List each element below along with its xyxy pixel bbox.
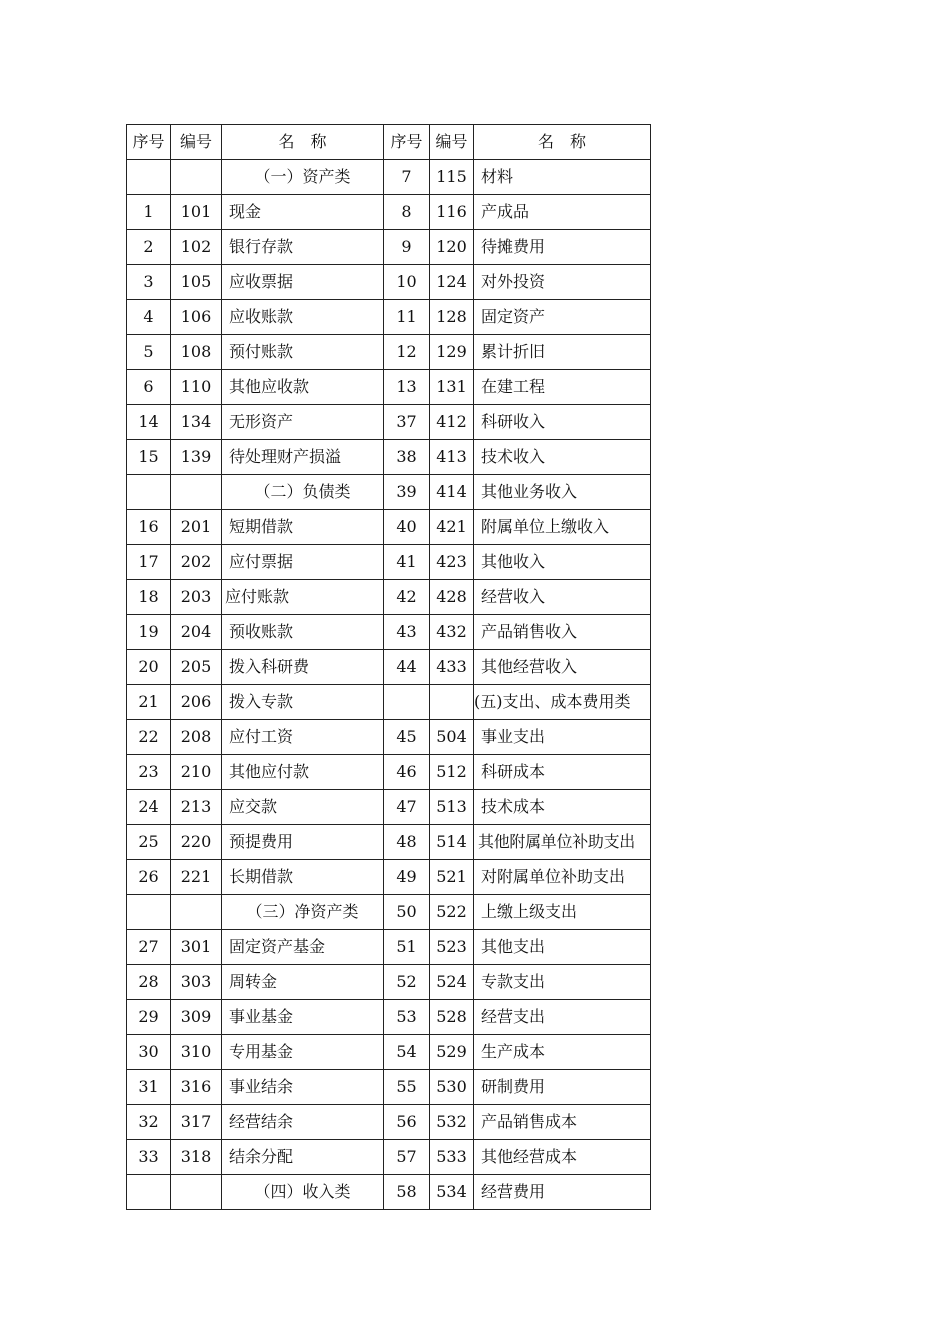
name-left-cell: 应付账款 <box>222 580 384 615</box>
category-left-cell: （二）负债类 <box>222 475 384 510</box>
name-right-cell: 经营收入 <box>474 580 651 615</box>
table-row <box>127 1140 651 1175</box>
chart-of-accounts-table <box>126 124 651 1210</box>
seq-right-cell: 37 <box>384 405 430 440</box>
code-left-cell: 108 <box>171 335 222 370</box>
code-right-cell: 432 <box>430 615 474 650</box>
table-row <box>127 230 651 265</box>
seq-right-cell: 11 <box>384 300 430 335</box>
name-right-cell: 产品销售收入 <box>474 615 651 650</box>
name-left-cell: 预收账款 <box>222 615 384 650</box>
name-right-cell: 其他经营收入 <box>474 650 651 685</box>
code-left-cell: 220 <box>171 825 222 860</box>
seq-right-cell: 10 <box>384 265 430 300</box>
seq-left-cell: 17 <box>127 545 171 580</box>
name-right-cell: 在建工程 <box>474 370 651 405</box>
header-code-right: 编号 <box>430 125 474 160</box>
table-row <box>127 720 651 755</box>
code-right-cell: 428 <box>430 580 474 615</box>
name-left-cell: 专用基金 <box>222 1035 384 1070</box>
seq-left-cell: 31 <box>127 1070 171 1105</box>
name-right-cell: 其他经营成本 <box>474 1140 651 1175</box>
name-right-cell: 待摊费用 <box>474 230 651 265</box>
seq-right-cell: 50 <box>384 895 430 930</box>
seq-left-cell: 25 <box>127 825 171 860</box>
seq-left-cell: 26 <box>127 860 171 895</box>
name-left-cell: 待处理财产损溢 <box>222 440 384 475</box>
seq-left-cell <box>127 160 171 195</box>
name-left-cell: 经营结余 <box>222 1105 384 1140</box>
table-row <box>127 1035 651 1070</box>
name-right-cell: 专款支出 <box>474 965 651 1000</box>
seq-left-cell: 24 <box>127 790 171 825</box>
seq-right-cell: 45 <box>384 720 430 755</box>
code-right-cell: 414 <box>430 475 474 510</box>
name-right-cell: 事业支出 <box>474 720 651 755</box>
name-left-cell: 周转金 <box>222 965 384 1000</box>
name-left-cell: 固定资产基金 <box>222 930 384 965</box>
table-row <box>127 510 651 545</box>
category-left-cell: （一）资产类 <box>222 160 384 195</box>
code-right-cell: 116 <box>430 195 474 230</box>
table-row <box>127 580 651 615</box>
name-right-cell: 对外投资 <box>474 265 651 300</box>
code-left-cell: 317 <box>171 1105 222 1140</box>
code-right-cell: 131 <box>430 370 474 405</box>
header-row <box>127 125 651 160</box>
code-right-cell: 533 <box>430 1140 474 1175</box>
seq-left-cell: 30 <box>127 1035 171 1070</box>
table-row <box>127 1105 651 1140</box>
code-left-cell: 134 <box>171 405 222 440</box>
seq-right-cell: 51 <box>384 930 430 965</box>
table-body <box>127 160 651 1210</box>
seq-right-cell: 41 <box>384 545 430 580</box>
code-left-cell: 102 <box>171 230 222 265</box>
seq-right-cell: 38 <box>384 440 430 475</box>
code-right-cell: 120 <box>430 230 474 265</box>
name-right-cell: 产成品 <box>474 195 651 230</box>
seq-left-cell: 2 <box>127 230 171 265</box>
seq-left-cell: 23 <box>127 755 171 790</box>
seq-right-cell: 53 <box>384 1000 430 1035</box>
seq-left-cell: 6 <box>127 370 171 405</box>
seq-left-cell: 20 <box>127 650 171 685</box>
code-left-cell <box>171 475 222 510</box>
table-row <box>127 965 651 1000</box>
name-left-cell: 银行存款 <box>222 230 384 265</box>
code-left-cell: 303 <box>171 965 222 1000</box>
seq-right-cell: 47 <box>384 790 430 825</box>
name-right-cell: 研制费用 <box>474 1070 651 1105</box>
code-right-cell: 115 <box>430 160 474 195</box>
seq-right-cell: 42 <box>384 580 430 615</box>
code-right-cell: 128 <box>430 300 474 335</box>
name-right-cell: 经营支出 <box>474 1000 651 1035</box>
code-right-cell: 528 <box>430 1000 474 1035</box>
code-left-cell: 101 <box>171 195 222 230</box>
name-right-cell: 固定资产 <box>474 300 651 335</box>
header-name-right: 名 称 <box>474 125 651 160</box>
table-row <box>127 160 651 195</box>
code-left-cell <box>171 160 222 195</box>
seq-right-cell: 54 <box>384 1035 430 1070</box>
code-left-cell: 205 <box>171 650 222 685</box>
code-right-cell: 532 <box>430 1105 474 1140</box>
code-right-cell: 124 <box>430 265 474 300</box>
code-right-cell: 129 <box>430 335 474 370</box>
code-right-cell: 534 <box>430 1175 474 1210</box>
seq-left-cell: 1 <box>127 195 171 230</box>
name-left-cell: 应付票据 <box>222 545 384 580</box>
table-row <box>127 650 651 685</box>
name-left-cell: 结余分配 <box>222 1140 384 1175</box>
name-right-cell: 其他支出 <box>474 930 651 965</box>
code-right-cell: 523 <box>430 930 474 965</box>
seq-left-cell <box>127 895 171 930</box>
name-right-cell: 累计折旧 <box>474 335 651 370</box>
code-right-cell: 412 <box>430 405 474 440</box>
code-left-cell: 201 <box>171 510 222 545</box>
table-row <box>127 1000 651 1035</box>
seq-right-cell: 9 <box>384 230 430 265</box>
seq-right-cell: 40 <box>384 510 430 545</box>
code-right-cell: 513 <box>430 790 474 825</box>
name-left-cell: 事业结余 <box>222 1070 384 1105</box>
code-left-cell: 316 <box>171 1070 222 1105</box>
name-right-cell: 技术成本 <box>474 790 651 825</box>
seq-right-cell: 13 <box>384 370 430 405</box>
seq-right-cell: 7 <box>384 160 430 195</box>
seq-right-cell: 56 <box>384 1105 430 1140</box>
code-right-cell: 524 <box>430 965 474 1000</box>
name-right-cell: 其他附属单位补助支出 <box>474 825 651 860</box>
seq-right-cell: 55 <box>384 1070 430 1105</box>
table-row <box>127 1070 651 1105</box>
seq-right-cell: 49 <box>384 860 430 895</box>
code-right-cell <box>430 685 474 720</box>
code-left-cell: 106 <box>171 300 222 335</box>
code-left-cell: 139 <box>171 440 222 475</box>
code-left-cell: 221 <box>171 860 222 895</box>
seq-right-cell: 12 <box>384 335 430 370</box>
name-right-cell: 科研收入 <box>474 405 651 440</box>
code-left-cell: 202 <box>171 545 222 580</box>
seq-left-cell: 21 <box>127 685 171 720</box>
code-right-cell: 413 <box>430 440 474 475</box>
name-right-cell: 产品销售成本 <box>474 1105 651 1140</box>
name-right-cell: 上缴上级支出 <box>474 895 651 930</box>
code-right-cell: 521 <box>430 860 474 895</box>
seq-right-cell: 58 <box>384 1175 430 1210</box>
header-seq-left: 序号 <box>127 125 171 160</box>
code-right-cell: 512 <box>430 755 474 790</box>
code-left-cell: 210 <box>171 755 222 790</box>
seq-left-cell <box>127 1175 171 1210</box>
code-left-cell: 213 <box>171 790 222 825</box>
name-left-cell: 拨入专款 <box>222 685 384 720</box>
name-right-cell: 技术收入 <box>474 440 651 475</box>
seq-left-cell <box>127 475 171 510</box>
seq-left-cell: 3 <box>127 265 171 300</box>
name-left-cell: 短期借款 <box>222 510 384 545</box>
seq-left-cell: 28 <box>127 965 171 1000</box>
seq-left-cell: 4 <box>127 300 171 335</box>
seq-left-cell: 33 <box>127 1140 171 1175</box>
seq-right-cell: 8 <box>384 195 430 230</box>
seq-left-cell: 5 <box>127 335 171 370</box>
seq-left-cell: 15 <box>127 440 171 475</box>
name-left-cell: 事业基金 <box>222 1000 384 1035</box>
table-row <box>127 860 651 895</box>
seq-left-cell: 14 <box>127 405 171 440</box>
name-left-cell: 应收账款 <box>222 300 384 335</box>
table-row <box>127 755 651 790</box>
seq-left-cell: 22 <box>127 720 171 755</box>
table-row <box>127 440 651 475</box>
code-left-cell: 204 <box>171 615 222 650</box>
table-row <box>127 475 651 510</box>
seq-right-cell: 46 <box>384 755 430 790</box>
table-row <box>127 405 651 440</box>
code-left-cell: 301 <box>171 930 222 965</box>
code-left-cell: 208 <box>171 720 222 755</box>
name-right-cell: 材料 <box>474 160 651 195</box>
name-right-cell: 科研成本 <box>474 755 651 790</box>
seq-left-cell: 29 <box>127 1000 171 1035</box>
table-row <box>127 685 651 720</box>
seq-right-cell: 48 <box>384 825 430 860</box>
code-right-cell: 530 <box>430 1070 474 1105</box>
code-left-cell: 203 <box>171 580 222 615</box>
header-name-left: 名 称 <box>222 125 384 160</box>
table-row <box>127 895 651 930</box>
code-left-cell <box>171 1175 222 1210</box>
name-left-cell: 现金 <box>222 195 384 230</box>
code-left-cell: 309 <box>171 1000 222 1035</box>
seq-right-cell: 52 <box>384 965 430 1000</box>
header-seq-right: 序号 <box>384 125 430 160</box>
name-right-cell: 其他收入 <box>474 545 651 580</box>
code-left-cell: 110 <box>171 370 222 405</box>
table-row <box>127 825 651 860</box>
seq-right-cell: 39 <box>384 475 430 510</box>
name-left-cell: 其他应收款 <box>222 370 384 405</box>
table-row <box>127 930 651 965</box>
name-right-cell: 其他业务收入 <box>474 475 651 510</box>
code-right-cell: 514 <box>430 825 474 860</box>
seq-left-cell: 19 <box>127 615 171 650</box>
name-left-cell: 应付工资 <box>222 720 384 755</box>
seq-left-cell: 27 <box>127 930 171 965</box>
name-right-cell: 生产成本 <box>474 1035 651 1070</box>
code-left-cell: 310 <box>171 1035 222 1070</box>
name-right-cell: 附属单位上缴收入 <box>474 510 651 545</box>
table-row <box>127 1175 651 1210</box>
table-row <box>127 265 651 300</box>
code-right-cell: 522 <box>430 895 474 930</box>
seq-right-cell <box>384 685 430 720</box>
name-left-cell: 拨入科研费 <box>222 650 384 685</box>
code-left-cell: 206 <box>171 685 222 720</box>
seq-left-cell: 18 <box>127 580 171 615</box>
code-left-cell: 318 <box>171 1140 222 1175</box>
name-left-cell: 应收票据 <box>222 265 384 300</box>
seq-right-cell: 57 <box>384 1140 430 1175</box>
name-right-cell: 对附属单位补助支出 <box>474 860 651 895</box>
seq-left-cell: 32 <box>127 1105 171 1140</box>
header-code-left: 编号 <box>171 125 222 160</box>
seq-right-cell: 44 <box>384 650 430 685</box>
table-row <box>127 790 651 825</box>
code-left-cell: 105 <box>171 265 222 300</box>
code-right-cell: 423 <box>430 545 474 580</box>
name-left-cell: 应交款 <box>222 790 384 825</box>
code-right-cell: 504 <box>430 720 474 755</box>
seq-right-cell: 43 <box>384 615 430 650</box>
category-right-cell: (五)支出、成本费用类 <box>474 685 651 720</box>
name-left-cell: 预提费用 <box>222 825 384 860</box>
code-left-cell <box>171 895 222 930</box>
name-left-cell: 无形资产 <box>222 405 384 440</box>
code-right-cell: 433 <box>430 650 474 685</box>
table-row <box>127 545 651 580</box>
table-row <box>127 615 651 650</box>
table-row <box>127 300 651 335</box>
name-right-cell: 经营费用 <box>474 1175 651 1210</box>
name-left-cell: 长期借款 <box>222 860 384 895</box>
name-left-cell: 预付账款 <box>222 335 384 370</box>
code-right-cell: 421 <box>430 510 474 545</box>
table-row <box>127 335 651 370</box>
table-row <box>127 195 651 230</box>
category-left-cell: （三）净资产类 <box>222 895 384 930</box>
table-row <box>127 370 651 405</box>
seq-left-cell: 16 <box>127 510 171 545</box>
code-right-cell: 529 <box>430 1035 474 1070</box>
category-left-cell: （四）收入类 <box>222 1175 384 1210</box>
name-left-cell: 其他应付款 <box>222 755 384 790</box>
